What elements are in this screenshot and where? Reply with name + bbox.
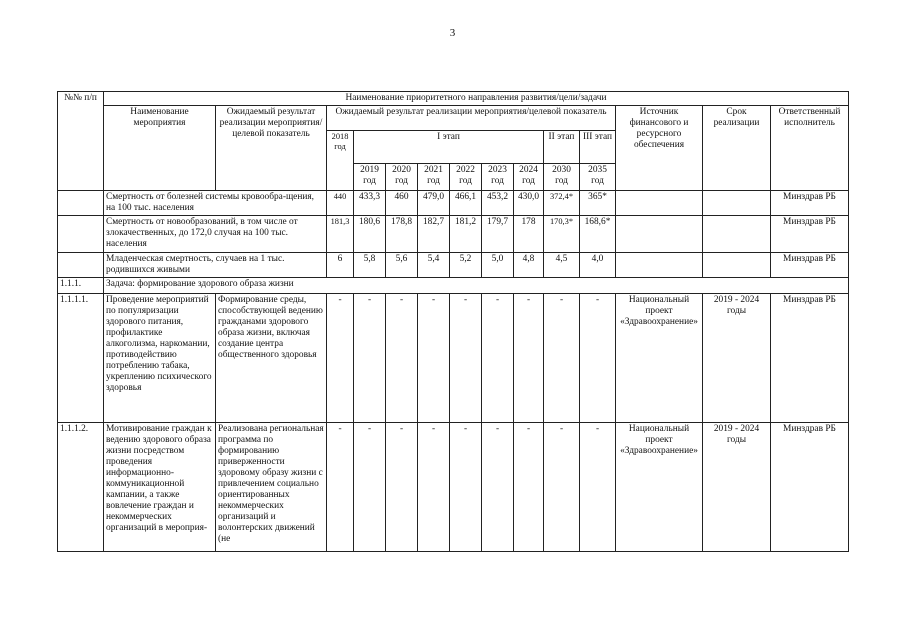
task-number: 1.1.1. bbox=[58, 278, 104, 294]
header-responsible: Ответственный исполнитель bbox=[771, 106, 849, 191]
indicator-name: Младенческая смертность, случаев на 1 тыс. родившихся живыми bbox=[104, 253, 327, 278]
indicator-value: 460 bbox=[386, 191, 418, 216]
indicator-value-2018: 6 bbox=[327, 253, 354, 278]
measure-name: Проведение мероприятий по популяризации здорового питания, профилактике алкоголизма, наркомании, противодействию потреблению табака, укреплению психического здоровья bbox=[104, 294, 216, 423]
measures-table bbox=[57, 91, 849, 552]
indicator-value: 372,4* bbox=[544, 191, 580, 216]
measure-row bbox=[58, 423, 849, 552]
measure-value-2018: - bbox=[327, 423, 354, 552]
measure-value: - bbox=[450, 423, 482, 552]
empty-cell bbox=[58, 253, 104, 278]
header-expected-values: Ожидаемый результат реализации мероприятия/целевой показатель bbox=[327, 106, 616, 131]
header-year: 2021 год bbox=[418, 164, 450, 191]
header-year-2018: 2018 год bbox=[327, 131, 354, 191]
indicator-responsible: Минздрав РБ bbox=[771, 216, 849, 253]
header-stage-2: II этап bbox=[544, 131, 580, 164]
measure-value: - bbox=[544, 423, 580, 552]
indicator-value: 5,6 bbox=[386, 253, 418, 278]
indicator-value: 365* bbox=[580, 191, 616, 216]
indicator-value: 182,7 bbox=[418, 216, 450, 253]
indicator-value: 453,2 bbox=[482, 191, 514, 216]
indicator-value: 4,0 bbox=[580, 253, 616, 278]
indicator-value: 179,7 bbox=[482, 216, 514, 253]
indicator-value: 5,0 bbox=[482, 253, 514, 278]
measure-value: - bbox=[482, 294, 514, 423]
measure-value: - bbox=[418, 294, 450, 423]
indicator-value: 4,8 bbox=[514, 253, 544, 278]
header-row-2 bbox=[58, 106, 849, 131]
measure-term: 2019 - 2024 годы bbox=[703, 294, 771, 423]
indicator-responsible: Минздрав РБ bbox=[771, 253, 849, 278]
measure-value: - bbox=[386, 423, 418, 552]
header-year: 2035 год bbox=[580, 164, 616, 191]
header-measure-name: Наименование мероприятия bbox=[104, 106, 216, 191]
measure-value: - bbox=[386, 294, 418, 423]
measure-value-2018: - bbox=[327, 294, 354, 423]
indicator-value: 180,6 bbox=[354, 216, 386, 253]
measure-result: Формирование среды, способствующей ведению гражданами здорового образа жизни, включая создание центра общественного здоровья bbox=[216, 294, 327, 423]
measure-number: 1.1.1.2. bbox=[58, 423, 104, 552]
indicator-value: 466,1 bbox=[450, 191, 482, 216]
header-year: 2022 год bbox=[450, 164, 482, 191]
indicator-value: 5,8 bbox=[354, 253, 386, 278]
indicator-value-2018: 440 bbox=[327, 191, 354, 216]
indicator-name: Смертность от новообразований, в том числе от злокачественных, до 172,0 случая на 100 тыс. населения bbox=[104, 216, 327, 253]
empty-cell bbox=[58, 191, 104, 216]
indicator-value: 168,6* bbox=[580, 216, 616, 253]
indicator-value: 5,2 bbox=[450, 253, 482, 278]
measure-name: Мотивирование граждан к ведению здорового образа жизни посредством проведения информационно-коммуникационной кампании, а также вовлечение граждан и некоммерческих организаций в мероприя- bbox=[104, 423, 216, 552]
header-stage-3: III этап bbox=[580, 131, 616, 164]
header-stage-1: I этап bbox=[354, 131, 544, 164]
indicator-value: 181,2 bbox=[450, 216, 482, 253]
measure-value: - bbox=[482, 423, 514, 552]
measure-value: - bbox=[418, 423, 450, 552]
header-year: 2024 год bbox=[514, 164, 544, 191]
indicator-value-2018: 181,3 bbox=[327, 216, 354, 253]
measure-value: - bbox=[580, 423, 616, 552]
indicator-value: 4,5 bbox=[544, 253, 580, 278]
indicator-value: 5,4 bbox=[418, 253, 450, 278]
header-term: Срок реализации bbox=[703, 106, 771, 191]
empty-cell bbox=[616, 191, 703, 216]
measure-value: - bbox=[514, 294, 544, 423]
measure-responsible: Минздрав РБ bbox=[771, 294, 849, 423]
header-expected-result: Ожидаемый результат реализации мероприятия/целевой показатель bbox=[216, 106, 327, 191]
empty-cell bbox=[616, 253, 703, 278]
measure-term: 2019 - 2024 годы bbox=[703, 423, 771, 552]
header-year: 2030 год bbox=[544, 164, 580, 191]
measure-value: - bbox=[580, 294, 616, 423]
measure-result: Реализована региональная программа по формированию приверженности здоровому образу жизни с привлечением социально ориентированных некоммерческих организаций и волонтерских движений (не bbox=[216, 423, 327, 552]
header-number: №№ п/п bbox=[58, 92, 104, 191]
indicator-value: 170,3* bbox=[544, 216, 580, 253]
empty-cell bbox=[616, 216, 703, 253]
measure-row bbox=[58, 294, 849, 423]
header-year: 2020 год bbox=[386, 164, 418, 191]
indicator-row bbox=[58, 216, 849, 253]
header-funding-source: Источник финансового и ресурсного обеспечения bbox=[616, 106, 703, 191]
page-number: 3 bbox=[449, 27, 456, 39]
empty-cell bbox=[703, 216, 771, 253]
indicator-value: 178 bbox=[514, 216, 544, 253]
indicator-name: Смертность от болезней системы кровообра-щения, на 100 тыс. населения bbox=[104, 191, 327, 216]
header-priority-title: Наименование приоритетного направления развития/цели/задачи bbox=[104, 92, 849, 106]
task-text: Задача: формирование здорового образа жизни bbox=[104, 278, 849, 294]
indicator-value: 178,8 bbox=[386, 216, 418, 253]
empty-cell bbox=[703, 253, 771, 278]
task-row bbox=[58, 278, 849, 294]
measure-value: - bbox=[450, 294, 482, 423]
indicator-responsible: Минздрав РБ bbox=[771, 191, 849, 216]
measure-value: - bbox=[514, 423, 544, 552]
empty-cell bbox=[703, 191, 771, 216]
indicator-value: 433,3 bbox=[354, 191, 386, 216]
empty-cell bbox=[58, 216, 104, 253]
measure-source: Национальный проект «Здравоохранение» bbox=[616, 294, 703, 423]
indicator-value: 430,0 bbox=[514, 191, 544, 216]
header-year: 2023 год bbox=[482, 164, 514, 191]
measure-source: Национальный проект «Здравоохранение» bbox=[616, 423, 703, 552]
measure-number: 1.1.1.1. bbox=[58, 294, 104, 423]
indicator-value: 479,0 bbox=[418, 191, 450, 216]
measure-value: - bbox=[544, 294, 580, 423]
measure-value: - bbox=[354, 423, 386, 552]
indicator-row bbox=[58, 253, 849, 278]
header-year: 2019 год bbox=[354, 164, 386, 191]
header-row-1 bbox=[58, 92, 849, 106]
indicator-row bbox=[58, 191, 849, 216]
measure-value: - bbox=[354, 294, 386, 423]
measure-responsible: Минздрав РБ bbox=[771, 423, 849, 552]
